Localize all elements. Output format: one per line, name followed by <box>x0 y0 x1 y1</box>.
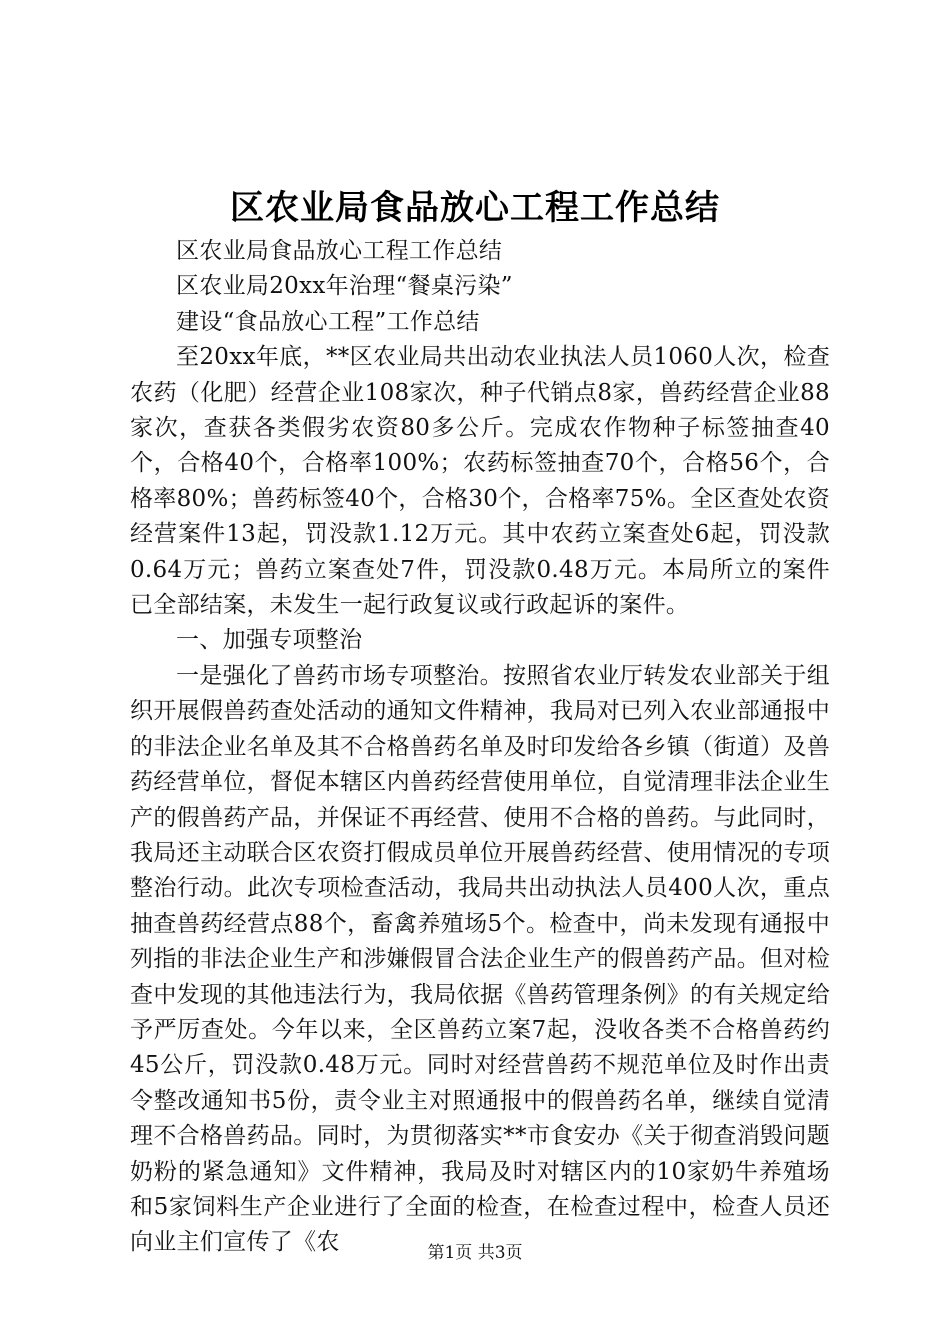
page-footer: 第1页 共3页 <box>427 1243 523 1263</box>
document-body <box>130 234 830 1261</box>
section-heading: 一、加强专项整治 <box>176 627 363 654</box>
paragraph-subtitle-1: 区农业局食品放心工程工作总结 <box>176 238 503 264</box>
paragraph-veterinary-drugs: 一是强化了兽药市场专项整治。按照省农业厅转发农业部关于组织开展假兽药查处活动的通知文件精神，我局对已列入农业部通报中的非法企业名单及其不合格兽药名单及时印发给各乡镇（街道）及兽药经营单位，督促本辖区内兽药经营使用单位，自觉清理非法企业生产的假兽药产品，并保证不再经营、使用不合格的兽药。与此同时，我局还主动联合区农资打假成员单位开展兽药经营、使用情况的专项整治行动。此次专项检查活动，我局共出动执法人员400人次，重点抽查兽药经营点88个，畜禽养殖场5个。检查中，尚未发现有通报中列指的非法企业生产和涉嫌假冒合法企业生产的假兽药产品。但对检查中发现的其他违法行为，我局依据《兽药管理条例》的有关规定给予严厉查处。今年以来，全区兽药立案7起，没收各类不合格兽药约45公斤，罚没款0.48万元。同时对经营兽药不规范单位及时作出责令整改通知书5份，责令业主对照通报中的假兽药名单，继续自觉清理不合格兽药品。同时，为贯彻落实**市食安办《关于彻查消毁问题奶粉的紧急通知》文件精神，我局及时对辖区内的10家奶牛养殖场和5家饲料生产企业进行了全面的检查，在检查过程中，检查人员还向业主们宣传了《农 <box>130 662 830 1256</box>
paragraph-summary: 至20xx年底，**区农业局共出动农业执法人员1060人次，检查农药（化肥）经营企业108家次，种子代销点8家，兽药经营企业88家次，查获各类假劣农资80多公斤。完成农作物种子标签抽查40个，合格40个，合格率100%；农药标签抽查70个，合格56个，合格率80%；兽药标签40个，合格30个，合格率75%。全区查处农资经营案件13起，罚没款1.12万元。其中农药立案查处6起，罚没款0.64万元；兽药立案查处7件，罚没款0.48万元。本局所立的案件已全部结案，未发生一起行政复议或行政起诉的案件。 <box>130 344 830 619</box>
paragraph-subtitle-2: 区农业局20xx年治理“餐桌污染” <box>176 273 513 300</box>
document-title: 区农业局食品放心工程工作总结 <box>230 188 720 228</box>
paragraph-subtitle-3: 建设“食品放心工程”工作总结 <box>176 308 480 335</box>
